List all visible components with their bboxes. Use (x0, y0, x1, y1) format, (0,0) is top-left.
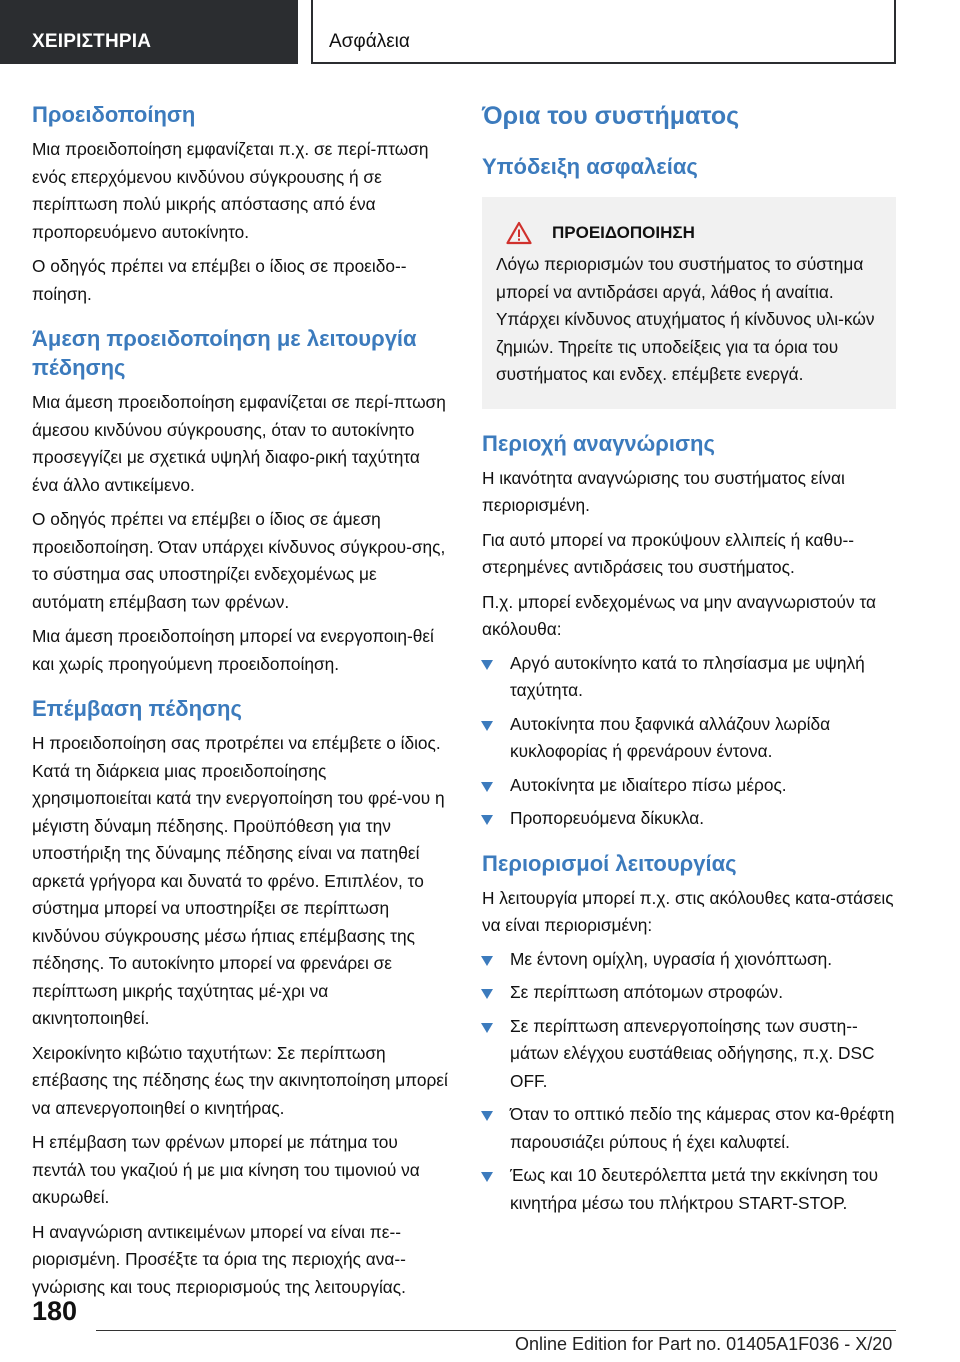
paragraph-brake-3: Η επέμβαση των φρένων μπορεί με πάτημα του πεντάλ του γκαζιού ή με μια κίνηση του τιμονιού να ακυρωθεί. (32, 1132, 420, 1207)
list-item: Αυτοκίνητα που ξαφνικά αλλάζουν λωρίδα κυκλοφορίας ή φρενάρουν έντονα. (482, 711, 896, 766)
warning-title: ΠΡΟΕΙΔΟΠΟΙΗΣΗ (552, 223, 695, 242)
bullet-arrow-icon (481, 815, 493, 825)
bullet-arrow-icon (481, 1023, 493, 1033)
left-column (32, 100, 448, 1301)
warning-title-row (496, 219, 882, 247)
heading-function-limits: Περιορισμοί λειτουργίας (482, 850, 737, 876)
heading-safety-note: Υπόδειξη ασφαλείας (482, 154, 698, 179)
detection-list (482, 650, 896, 833)
paragraph-direct-1: Μια άμεση προειδοποίηση εμφανίζεται σε περί-πτωση άμεσου κινδύνου σύγκρουσης, όταν το αυτοκίνητο προσεγγίζει με σχετικά υψηλή διαφο-ρική ταχύτητα ένα άλλο αντικείμενο. (32, 392, 446, 495)
paragraph-direct-3: Μια άμεση προειδοποίηση μπορεί να ενεργοποιη-θεί και χωρίς προηγούμενη προειδοποίηση. (32, 626, 434, 674)
paragraph-detection-2: Για αυτό μπορεί να προκύψουν ελλιπείς ή καθυ-στερημένες αντιδράσεις του συστήματος. (482, 529, 855, 577)
heading-system-limits: Όρια του συστήματος (482, 102, 740, 130)
list-item: Σε περίπτωση απενεργοποίησης των συστη-μάτων ελέγχου ευστάθειας οδήγησης, π.χ. DSC OFF. (482, 1013, 896, 1096)
paragraph-detection-3: Π.χ. μπορεί ενδεχομένως να μην αναγνωριστούν τα ακόλουθα: (482, 591, 877, 639)
list-item: Σε περίπτωση απότομων στροφών. (482, 979, 896, 1007)
bullet-arrow-icon (481, 660, 493, 670)
bullet-arrow-icon (481, 956, 493, 966)
warning-text: Λόγω περιορισμών του συστήματος το σύστημα μπορεί να αντιδράσει αργά, λάθος ή αναίτια. Υπάρχει κίνδυνος ατυχήματος ή κίνδυνος υλι-κών ζημιών. Τηρείτε τις υποδείξεις για τα όρια του συστήματος και ενδεχ. επέμβετε ενεργά. (496, 254, 875, 384)
page-number: 180 (32, 1296, 78, 1326)
heading-detection-range: Περιοχή αναγνώρισης (482, 430, 715, 456)
paragraph-brake-4: Η αναγνώριση αντικειμένων μπορεί να είναι πε-ριορισμένη. Προσέξτε τα όρια της περιοχής ανα-γνώρισης και τους περιορισμούς της λειτουργίας. (32, 1221, 406, 1297)
list-item: Αυτοκίνητα με ιδιαίτερο πίσω μέρος. (482, 772, 896, 800)
footer-edition: Online Edition for Part no. 01405A1F036 - X/20 (515, 1334, 893, 1354)
chapter-tab: ΧΕΙΡΙΣΤΗΡΙΑ (0, 0, 298, 64)
bullet-arrow-icon (481, 1111, 493, 1121)
bullet-arrow-icon (481, 721, 493, 731)
list-item: Προπορευόμενα δίκυκλα. (482, 805, 896, 833)
paragraph-warning-1: Μια προειδοποίηση εμφανίζεται π.χ. σε περί-πτωση ενός επερχόμενου κινδύνου σύγκρουσης ή σε περίπτωση πολύ μικρής απόστασης από ένα προπορευόμενο αυτοκίνητο. (32, 139, 429, 242)
right-column (482, 100, 896, 1223)
list-item: Όταν το οπτικό πεδίο της κάμερας στον κα-θρέφτη παρουσιάζει ρύπους ή έχει καλυφτεί. (482, 1101, 896, 1156)
paragraph-function-1: Η λειτουργία μπορεί π.χ. στις ακόλουθες κατα-στάσεις να είναι περιορισμένη: (482, 887, 894, 935)
paragraph-brake-2: Χειροκίνητο κιβώτιο ταχυτήτων: Σε περίπτωση επέβασης της πέδησης έως την ακινητοποίηση μπορεί να απενεργοποιηθεί ο κινητήρας. (32, 1042, 448, 1118)
paragraph-direct-2: Ο οδηγός πρέπει να επέμβει ο ίδιος σε άμεση προειδοποίηση. Όταν υπάρχει κίνδυνος σύγκρου-σης, το σύστημα σας υποστηρίζει ενδεχομένως με αυτόματη επέμβαση των φρένων. (32, 509, 446, 612)
section-title: Ασφάλεια (311, 0, 896, 64)
list-item: Με έντονη ομίχλη, υγρασία ή χιονόπτωση. (482, 946, 896, 974)
bullet-arrow-icon (481, 782, 493, 792)
bullet-arrow-icon (481, 1172, 493, 1182)
bullet-arrow-icon (481, 989, 493, 999)
paragraph-detection-1: Η ικανότητα αναγνώρισης του συστήματος είναι περιορισμένη. (482, 467, 845, 515)
function-limits-list (482, 946, 896, 1218)
list-item: Αργό αυτοκίνητο κατά το πλησίασμα με υψηλή ταχύτητα. (482, 650, 896, 705)
heading-direct-warning: Άμεση προειδοποίηση με λειτουργία πέδησης (32, 326, 417, 380)
list-item: Έως και 10 δευτερόλεπτα μετά την εκκίνηση του κινητήρα μέσω του πλήκτρου START-STOP. (482, 1162, 896, 1217)
paragraph-warning-2: Ο οδηγός πρέπει να επέμβει ο ίδιος σε προειδο-ποίηση. (32, 256, 407, 304)
heading-brake-intervention: Επέμβαση πέδησης (32, 696, 242, 721)
paragraph-brake-1: Η προειδοποίηση σας προτρέπει να επέμβετε ο ίδιος. Κατά τη διάρκεια μιας προειδοποίησης χρησιμοποιείται κατά την ενεργοποίηση του φρέ-νου η μέγιστη δύναμη πέδησης. Προϋπόθεση για την υποστήριξη της δύναμης πέδησης είναι να πατηθεί αρκετά γρήγορα και δυνατά το φρένο. Επιπλέον, το σύστημα μπορεί να υποστηρίξει σε περίπτωση κινδύνου σύγκρουσης μέσω ήπιας επέμβασης της πέδησης. Το αυτοκίνητο μπορεί να φρενάρει σε περίπτωση μικρής ταχύτητας μέ-χρι να ακινητοποιηθεί. (32, 733, 445, 1028)
warning-box (482, 197, 896, 409)
footer-divider (96, 1330, 896, 1331)
warning-triangle-icon (506, 221, 532, 245)
heading-warning: Προειδοποίηση (32, 102, 196, 127)
